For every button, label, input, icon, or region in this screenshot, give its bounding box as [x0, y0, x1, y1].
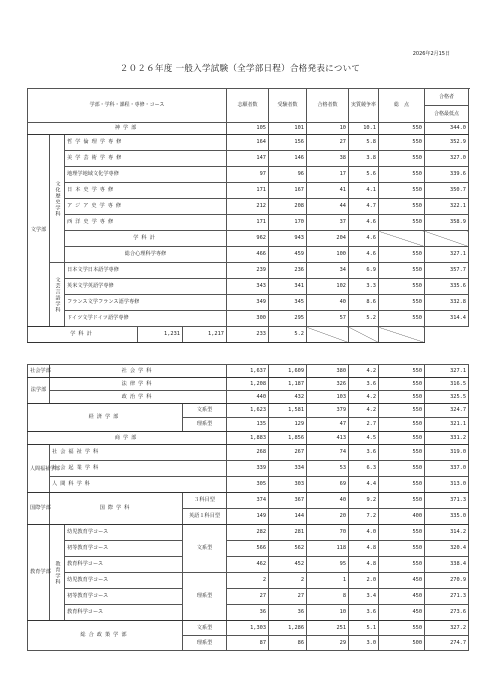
row-label: 政治学科: [50, 391, 227, 404]
cell-full-score: 550: [379, 541, 425, 557]
cell-passers: 1: [307, 573, 349, 589]
table-row: [28, 151, 469, 167]
announcement-date: 2026年2月15日: [412, 51, 450, 57]
cell-examinees: 295: [269, 311, 307, 327]
header-min-score: 合格最低点: [425, 106, 469, 123]
cell-min-score: 332.8: [425, 295, 469, 311]
cell-applicants: 212: [227, 199, 269, 215]
cell-min-score: 358.9: [425, 215, 469, 231]
row-label: ドイツ文学ドイツ語学専修: [65, 311, 227, 327]
cell-min-score: 331.2: [425, 432, 469, 445]
cell-full-score: 450: [379, 589, 425, 605]
cell-min-score: 270.9: [425, 573, 469, 589]
cell-passers: 40: [307, 493, 349, 509]
cell-passers: 29: [307, 636, 349, 651]
cell-applicants: 36: [227, 605, 269, 621]
cell-passers: 10: [307, 605, 349, 621]
row-label: 社会起業学科: [50, 461, 227, 477]
cell-applicants: 374: [227, 493, 269, 509]
row-label: 幼児教育学コース: [65, 525, 183, 541]
cell-min-score: 371.3: [425, 493, 469, 509]
cell-passers: 20: [307, 509, 349, 525]
cell-applicants: 171: [227, 183, 269, 199]
cell-passers: 10: [307, 123, 349, 135]
table-row: [28, 365, 469, 378]
cell-full-score: 550: [379, 621, 425, 636]
table-row: [28, 378, 469, 391]
cell-passers: 37: [307, 215, 349, 231]
table-row: [28, 573, 469, 589]
cell-min-score: 357.7: [425, 263, 469, 279]
cell-ratio: 4.0: [349, 525, 379, 541]
row-label: ３科目型: [183, 493, 227, 509]
cell-passers: 8: [307, 589, 349, 605]
cell-applicants: 305: [227, 477, 269, 493]
cell-min-score: 327.1: [425, 365, 469, 378]
cell-min-score: 322.1: [425, 199, 469, 215]
cell-examinees: 1,217: [183, 327, 227, 343]
cell-full-score: 550: [379, 493, 425, 509]
cell-ratio: 4.7: [349, 199, 379, 215]
cell-examinees: 101: [269, 123, 307, 135]
table-row: [28, 432, 469, 445]
row-label: 美学芸術学専修: [65, 151, 227, 167]
cell-applicants: 171: [227, 215, 269, 231]
cell-min-score: 274.7: [425, 636, 469, 651]
table-row: [28, 391, 469, 404]
cell-applicants: 27: [227, 589, 269, 605]
cell-passers: 380: [307, 365, 349, 378]
table-row: [28, 557, 469, 573]
table-row: [28, 135, 469, 151]
empty-cell: [379, 327, 425, 343]
cell-passers: 413: [307, 432, 349, 445]
cell-passers: 38: [307, 151, 349, 167]
header-passers: 合格者数: [307, 89, 349, 123]
cell-full-score: 450: [379, 605, 425, 621]
cell-full-score: 550: [379, 391, 425, 404]
cell-full-score: 550: [379, 151, 425, 167]
cell-applicants: 1,883: [227, 432, 269, 445]
cell-examinees: 281: [269, 525, 307, 541]
cell-min-score: 327.0: [425, 151, 469, 167]
cell-ratio: 4.6: [349, 247, 379, 263]
cell-full-score: 550: [379, 404, 425, 418]
cell-full-score: 450: [379, 573, 425, 589]
row-label: 教育科学コース: [65, 605, 183, 621]
header-applicants: 志願者数: [227, 89, 269, 123]
cell-applicants: 462: [227, 557, 269, 573]
cell-ratio: 2.7: [349, 418, 379, 432]
cell-examinees: 236: [269, 263, 307, 279]
cell-min-score: 324.7: [425, 404, 469, 418]
cell-min-score: 339.6: [425, 167, 469, 183]
table-row: [28, 493, 469, 509]
table-row: [28, 167, 469, 183]
cell-ratio: 4.8: [349, 557, 379, 573]
cell-examinees: 345: [269, 295, 307, 311]
cell-applicants: 440: [227, 391, 269, 404]
cell-applicants: 343: [227, 279, 269, 295]
cell-passers: 47: [307, 418, 349, 432]
cell-examinees: 367: [269, 493, 307, 509]
cell-ratio: 4.2: [349, 391, 379, 404]
row-label: 英米文学英語学専修: [65, 279, 227, 295]
cell-applicants: 1,208: [227, 378, 269, 391]
type-bunkei: 文系型: [183, 525, 227, 573]
faculty-economics: 経済学部: [28, 404, 183, 432]
row-label: 文系型: [183, 404, 227, 418]
cell-full-score: 500: [379, 636, 425, 651]
table-row: [28, 311, 469, 327]
table-row: [28, 199, 469, 215]
cell-full-score: 550: [379, 525, 425, 541]
header-course: 学部・学科・課程・専修・コース: [28, 89, 227, 123]
cell-min-score: 350.7: [425, 183, 469, 199]
row-label: 文系型: [183, 621, 227, 636]
row-label: 教育科学コース: [65, 557, 183, 573]
cell-passers: 53: [307, 461, 349, 477]
cell-applicants: 282: [227, 525, 269, 541]
cell-examinees: 1,286: [269, 621, 307, 636]
cell-ratio: 8.6: [349, 295, 379, 311]
faculty-commerce: 商学部: [28, 432, 227, 445]
cell-full-score: 550: [379, 295, 425, 311]
row-label: 神学部: [28, 123, 227, 135]
row-label: 学科計: [65, 231, 227, 247]
cell-applicants: 466: [227, 247, 269, 263]
table-row: [28, 461, 469, 477]
cell-examinees: 36: [269, 605, 307, 621]
cell-ratio: 3.3: [349, 279, 379, 295]
cell-examinees: 2: [269, 573, 307, 589]
cell-examinees: 432: [269, 391, 307, 404]
cell-full-score: 550: [379, 135, 425, 151]
cell-applicants: 87: [227, 636, 269, 651]
cell-examinees: 943: [269, 231, 307, 247]
cell-min-score: 321.1: [425, 418, 469, 432]
cell-ratio: 10.1: [349, 123, 379, 135]
table-row: [28, 477, 469, 493]
row-label: 日本史学専修: [65, 183, 227, 199]
cell-applicants: 97: [227, 167, 269, 183]
cell-ratio: 5.6: [349, 167, 379, 183]
cell-ratio: 7.2: [349, 509, 379, 525]
cell-full-score: 550: [379, 461, 425, 477]
cell-examinees: 167: [269, 183, 307, 199]
dept-culture-history: 文化歴史学科: [50, 135, 65, 263]
dept-language-literature: 文芸言語学科: [50, 263, 65, 327]
cell-full-score: 550: [379, 199, 425, 215]
cell-min-score: 327.1: [425, 247, 469, 263]
cell-passers: 27: [307, 135, 349, 151]
row-label: 法律学科: [50, 378, 227, 391]
table-row: [28, 589, 469, 605]
cell-passers: 57: [307, 311, 349, 327]
table-row: [28, 231, 469, 247]
cell-examinees: 86: [269, 636, 307, 651]
row-label: 社会学科: [50, 365, 227, 378]
cell-full-score: 550: [379, 123, 425, 135]
header-ratio: 実質競争率: [349, 89, 379, 123]
cell-passers: 100: [307, 247, 349, 263]
cell-applicants: 147: [227, 151, 269, 167]
cell-examinees: 303: [269, 477, 307, 493]
cell-examinees: 208: [269, 199, 307, 215]
table-row: [28, 247, 469, 263]
row-label: 初等教育学コース: [65, 589, 183, 605]
cell-applicants: 1,637: [227, 365, 269, 378]
faculty-literature: 文学部: [28, 135, 50, 327]
row-label: フランス文学フランス語学専修: [65, 295, 227, 311]
cell-applicants: 268: [227, 445, 269, 461]
table-row: [28, 445, 469, 461]
cell-examinees: 146: [269, 151, 307, 167]
cell-examinees: 1,581: [269, 404, 307, 418]
cell-min-score: 335.6: [425, 279, 469, 295]
row-label: 総合心理科学専修: [65, 247, 227, 263]
type-rikei: 理系型: [183, 573, 227, 621]
cell-examinees: 334: [269, 461, 307, 477]
cell-min-score: 338.4: [425, 557, 469, 573]
faculty-education: 教育学部: [28, 525, 50, 621]
cell-full-score: 550: [379, 445, 425, 461]
cell-ratio: 4.4: [349, 477, 379, 493]
cell-passers: 41: [307, 183, 349, 199]
cell-min-score: 313.0: [425, 477, 469, 493]
table-row: [28, 279, 469, 295]
cell-min-score: 335.0: [425, 509, 469, 525]
header-full-score: 総 点: [379, 89, 425, 123]
cell-ratio: 4.2: [349, 365, 379, 378]
cell-full-score: 550: [379, 183, 425, 199]
cell-applicants: 149: [227, 509, 269, 525]
table-row: [28, 295, 469, 311]
cell-min-score: 344.0: [425, 123, 469, 135]
cell-ratio: 6.3: [349, 461, 379, 477]
faculty-human-welfare: 人間福祉学部: [28, 445, 50, 493]
cell-examinees: 129: [269, 418, 307, 432]
cell-full-score: 550: [379, 247, 425, 263]
cell-examinees: 1,609: [269, 365, 307, 378]
cell-examinees: 1,187: [269, 378, 307, 391]
faculty-social: 社会学部: [28, 365, 50, 378]
row-label: 哲学倫理学専修: [65, 135, 227, 151]
cell-min-score: 337.0: [425, 461, 469, 477]
cell-ratio: 4.6: [349, 231, 379, 247]
cell-ratio: 4.8: [349, 541, 379, 557]
cell-passers: 204: [307, 231, 349, 247]
cell-passers: 17: [307, 167, 349, 183]
empty-cell: [425, 231, 469, 247]
cell-passers: 102: [307, 279, 349, 295]
table-row: [28, 263, 469, 279]
table-row: [28, 215, 469, 231]
cell-full-score: 550: [379, 279, 425, 295]
cell-min-score: 327.2: [425, 621, 469, 636]
row-label: 地理学地域文化学専修: [65, 167, 227, 183]
row-label: 人間科学科: [50, 477, 227, 493]
cell-passers: 103: [307, 391, 349, 404]
cell-examinees: 170: [269, 215, 307, 231]
cell-min-score: 316.5: [425, 378, 469, 391]
cell-min-score: 352.9: [425, 135, 469, 151]
cell-ratio: 3.6: [349, 378, 379, 391]
row-label: 社会福祉学科: [50, 445, 227, 461]
cell-passers: 251: [307, 621, 349, 636]
table-row: [28, 327, 469, 343]
row-label: 西洋史学専修: [65, 215, 227, 231]
empty-cell: [379, 231, 425, 247]
empty-cell: [349, 327, 379, 343]
cell-applicants: 164: [227, 135, 269, 151]
header-passers-group: 合格者: [425, 89, 469, 106]
cell-passers: 326: [307, 378, 349, 391]
cell-applicants: 300: [227, 311, 269, 327]
cell-ratio: 4.5: [349, 432, 379, 445]
table-row: [28, 621, 469, 636]
cell-passers: 44: [307, 199, 349, 215]
cell-full-score: 550: [379, 418, 425, 432]
faculty-policy-studies: 総合政策学部: [28, 621, 183, 651]
cell-examinees: 341: [269, 279, 307, 295]
cell-passers: 69: [307, 477, 349, 493]
header-examinees: 受験者数: [269, 89, 307, 123]
cell-applicants: 1,623: [227, 404, 269, 418]
empty-cell: [307, 327, 349, 343]
cell-full-score: 400: [379, 509, 425, 525]
cell-full-score: 550: [379, 215, 425, 231]
cell-examinees: 1,856: [269, 432, 307, 445]
cell-ratio: 3.4: [349, 589, 379, 605]
cell-applicants: 1,303: [227, 621, 269, 636]
cell-ratio: 3.0: [349, 636, 379, 651]
cell-ratio: 4.2: [349, 404, 379, 418]
cell-full-score: 550: [379, 378, 425, 391]
cell-ratio: 4.6: [349, 215, 379, 231]
row-label: 日本文学日本語学専修: [65, 263, 227, 279]
cell-passers: 379: [307, 404, 349, 418]
cell-min-score: 314.4: [425, 311, 469, 327]
cell-ratio: 9.2: [349, 493, 379, 509]
cell-applicants: 566: [227, 541, 269, 557]
cell-full-score: 550: [379, 167, 425, 183]
row-label: 理系型: [183, 418, 227, 432]
cell-min-score: 319.0: [425, 445, 469, 461]
cell-min-score: 325.5: [425, 391, 469, 404]
table-row: [28, 541, 469, 557]
cell-ratio: 6.9: [349, 263, 379, 279]
cell-min-score: 314.2: [425, 525, 469, 541]
row-label: 英語１科目型: [183, 509, 227, 525]
cell-passers: 233: [227, 327, 269, 343]
cell-ratio: 5.1: [349, 621, 379, 636]
cell-full-score: 550: [379, 365, 425, 378]
cell-ratio: 5.2: [269, 327, 307, 343]
cell-examinees: 96: [269, 167, 307, 183]
row-label: 幼児教育学コース: [65, 573, 183, 589]
faculty-international: 国際学部: [28, 493, 50, 525]
cell-full-score: 550: [379, 432, 425, 445]
cell-examinees: 144: [269, 509, 307, 525]
cell-ratio: 3.8: [349, 151, 379, 167]
cell-passers: 118: [307, 541, 349, 557]
cell-applicants: 339: [227, 461, 269, 477]
cell-applicants: 135: [227, 418, 269, 432]
cell-examinees: 562: [269, 541, 307, 557]
table-row: [28, 123, 469, 135]
cell-min-score: 320.4: [425, 541, 469, 557]
cell-ratio: 2.0: [349, 573, 379, 589]
cell-applicants: 1,231: [138, 327, 183, 343]
cell-min-score: 273.6: [425, 605, 469, 621]
cell-examinees: 267: [269, 445, 307, 461]
table-row: [28, 183, 469, 199]
row-label: 初等教育学コース: [65, 541, 183, 557]
cell-full-score: 550: [379, 263, 425, 279]
cell-ratio: 4.1: [349, 183, 379, 199]
cell-ratio: 3.6: [349, 445, 379, 461]
cell-min-score: 271.3: [425, 589, 469, 605]
page-title: ２０２６年度 一般入学試験（全学部日程）合格発表について: [119, 64, 361, 74]
dept-education: 教育学科: [50, 525, 65, 621]
cell-applicants: 239: [227, 263, 269, 279]
table-row: [28, 525, 469, 541]
cell-examinees: 452: [269, 557, 307, 573]
results-table-lower: [27, 364, 469, 651]
cell-examinees: 156: [269, 135, 307, 151]
dept-international: 国際学科: [50, 493, 183, 525]
results-table: [27, 88, 469, 343]
cell-applicants: 349: [227, 295, 269, 311]
faculty-law: 法学部: [28, 378, 50, 404]
cell-ratio: 3.6: [349, 605, 379, 621]
row-label: アジア史学専修: [65, 199, 227, 215]
table-row: [28, 605, 469, 621]
row-label: 学科計: [28, 327, 138, 343]
cell-full-score: 550: [379, 311, 425, 327]
cell-passers: 95: [307, 557, 349, 573]
cell-examinees: 459: [269, 247, 307, 263]
row-label: 理系型: [183, 636, 227, 651]
cell-ratio: 5.8: [349, 135, 379, 151]
cell-applicants: 2: [227, 573, 269, 589]
cell-full-score: 550: [379, 477, 425, 493]
cell-applicants: 962: [227, 231, 269, 247]
cell-applicants: 105: [227, 123, 269, 135]
cell-passers: 70: [307, 525, 349, 541]
cell-passers: 74: [307, 445, 349, 461]
cell-ratio: 5.2: [349, 311, 379, 327]
cell-full-score: 550: [379, 557, 425, 573]
cell-passers: 40: [307, 295, 349, 311]
cell-examinees: 27: [269, 589, 307, 605]
table-row: [28, 404, 469, 418]
cell-passers: 34: [307, 263, 349, 279]
